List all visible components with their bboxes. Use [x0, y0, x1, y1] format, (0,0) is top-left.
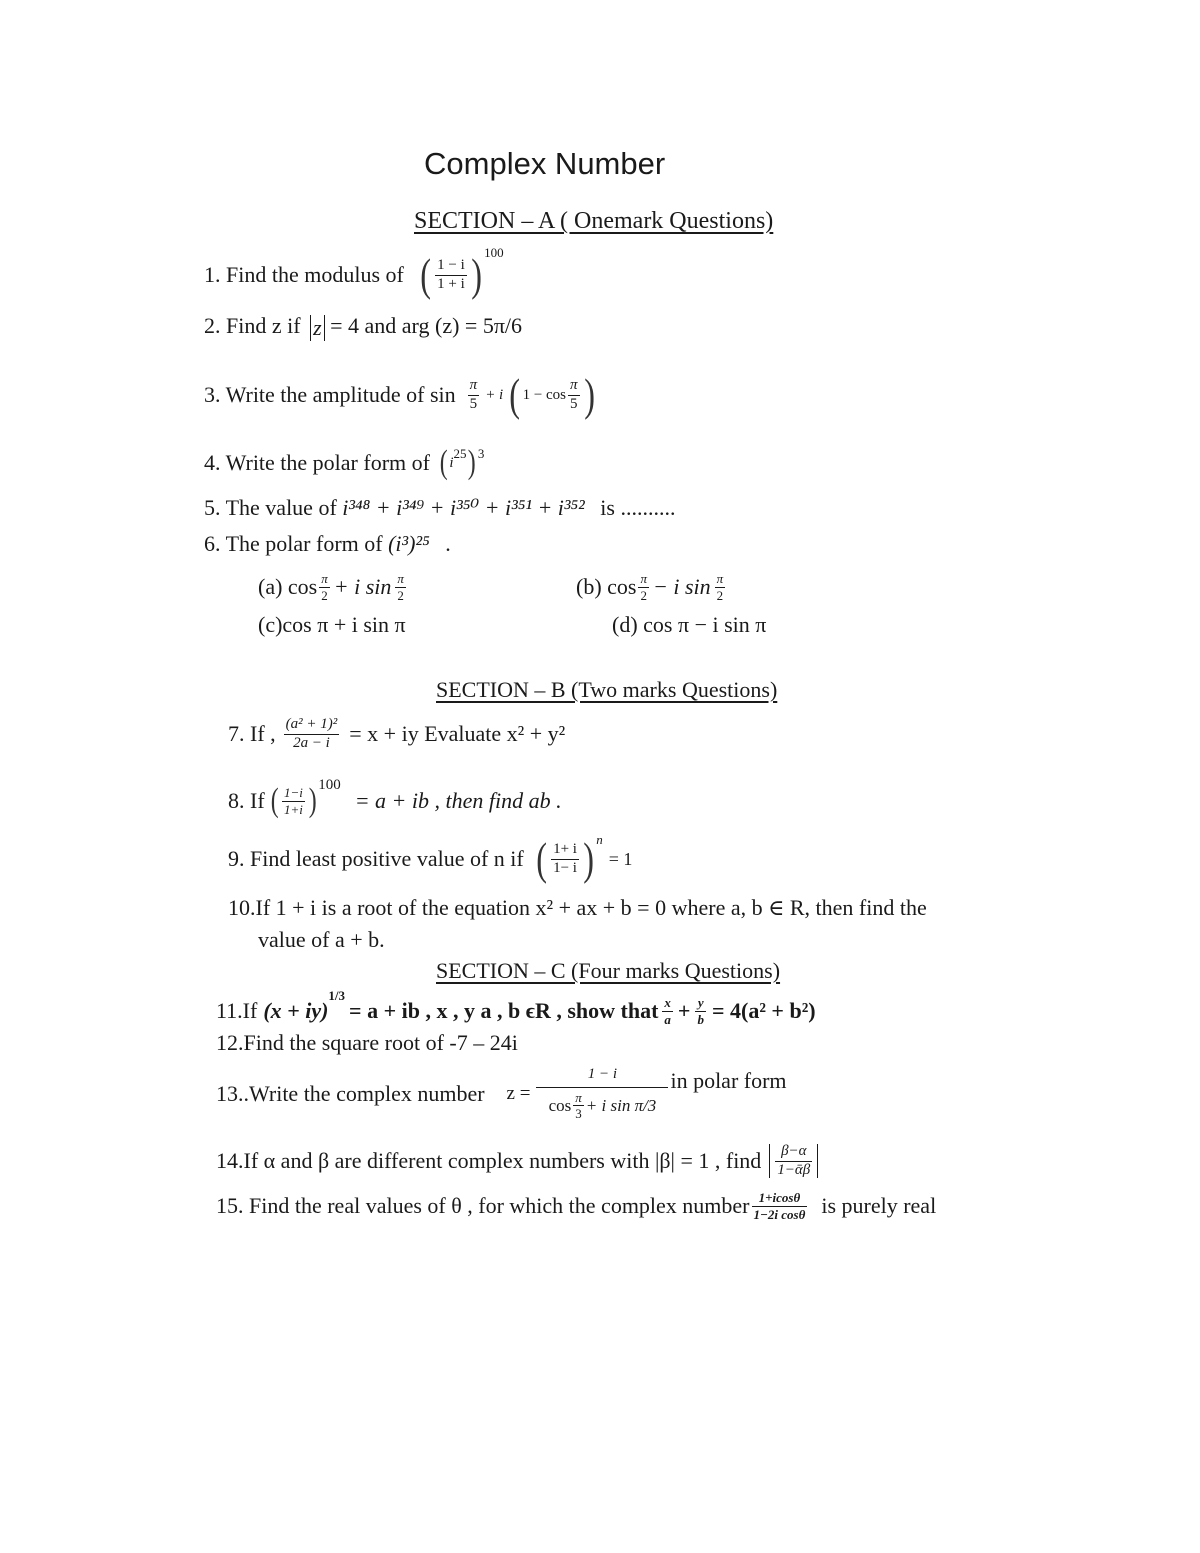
question-14-abs	[769, 1144, 818, 1179]
left-paren-icon: (	[439, 444, 448, 481]
question-11-label: 11.If	[216, 998, 258, 1023]
fraction-numerator: 1−i	[283, 784, 303, 800]
pi-over-2	[395, 572, 406, 602]
question-13-fraction	[536, 1067, 668, 1121]
question-15-tail: is purely real	[821, 1193, 937, 1218]
question-11: 11.If (x + iy) 1/3 = a + ib , x , y a , b ϵR , show that $\frac{x}{a}$ + $\frac{y}{b}$ = 4(a² + b²)	[216, 988, 816, 1027]
question-12: 12.Find the square root of -7 – 24i	[216, 1030, 518, 1055]
inner-exponent: 25	[453, 446, 467, 461]
pi-over-3	[573, 1091, 584, 1121]
option-a-plus: + i sin	[333, 574, 392, 599]
question-6-expression: (i³)²⁵	[388, 531, 430, 556]
abs-z: z	[310, 315, 325, 341]
fraction-denominator: b	[697, 1011, 704, 1027]
question-9-exponent: n	[596, 832, 603, 847]
one-minus-cos: 1 − cos	[522, 386, 567, 403]
question-14-fraction	[775, 1144, 812, 1179]
right-paren-icon: )	[471, 249, 482, 300]
question-10-line-2: value of a + b.	[258, 927, 385, 952]
fraction-denominator: 2a − i	[293, 734, 330, 751]
question-8-exponent: 100	[318, 777, 341, 793]
question-11-tail: = 4(a² + b²)	[711, 998, 816, 1023]
question-9-fraction	[551, 842, 579, 877]
question-2	[204, 313, 522, 341]
question-14	[216, 1138, 818, 1184]
section-c-heading: SECTION – C (Four marks Questions)	[436, 958, 781, 983]
fraction-numerator: 1+ i	[551, 842, 579, 860]
question-1-fraction	[435, 258, 467, 293]
question-13	[216, 1056, 787, 1132]
right-paren-icon: )	[308, 782, 317, 819]
fraction-numerator: π	[575, 1089, 582, 1105]
fraction-denominator: 2	[716, 587, 724, 603]
question-6-tail: .	[445, 531, 451, 556]
fraction-numerator: β−α	[775, 1144, 812, 1162]
fraction-denominator: 1+i	[283, 801, 303, 817]
fraction-numerator: π	[397, 570, 404, 586]
question-7-label: 7. If ,	[228, 721, 276, 746]
plus-i: + i	[485, 386, 504, 403]
question-11-rest: = a + ib , x , y a , b ϵR , show that	[349, 998, 659, 1023]
question-9-rest: = 1	[608, 848, 633, 869]
fraction-numerator: y	[695, 996, 706, 1012]
question-1-exponent: 100	[484, 245, 504, 260]
section-a-heading: SECTION – A ( Onemark Questions)	[414, 208, 774, 234]
question-8	[228, 775, 562, 827]
left-paren-icon: (	[509, 369, 521, 420]
option-b-label: (b) cos	[576, 574, 637, 599]
option-a	[258, 564, 408, 610]
question-15-label: 15. Find the real values of θ , for which the complex number	[216, 1193, 750, 1218]
pi-over-2	[319, 572, 330, 602]
fraction-numerator: 1 − i	[435, 258, 467, 276]
question-8-fraction	[282, 786, 305, 816]
question-5	[204, 495, 675, 521]
fraction-denominator: a	[664, 1011, 671, 1027]
x-over-a	[662, 996, 673, 1026]
fraction-denominator: 5	[570, 395, 578, 412]
option-a-label: (a) cos	[258, 574, 318, 599]
fraction-denominator: 3	[575, 1106, 582, 1122]
fraction-denominator	[536, 1088, 668, 1121]
question-7-rest: = x + iy Evaluate x² + y²	[349, 721, 566, 746]
option-d: (d) cos π − i sin π	[612, 612, 767, 637]
fraction-numerator: π	[321, 570, 328, 586]
right-paren-icon: )	[583, 833, 594, 884]
fraction-denominator: 2	[397, 587, 404, 603]
question-15-fraction	[752, 1191, 808, 1221]
question-11-expression: (x + iy)	[263, 998, 329, 1023]
denominator-cos: cos	[548, 1095, 572, 1115]
fraction-numerator: π	[468, 378, 480, 396]
question-1	[204, 245, 504, 305]
question-9	[228, 832, 632, 886]
question-11-exponent: 1/3	[328, 988, 346, 1003]
fraction-numerator: x	[664, 994, 671, 1010]
question-13-label: 13..Write the complex number	[216, 1081, 485, 1106]
right-paren-icon: )	[583, 369, 595, 420]
denominator-rest: + i sin π/3	[585, 1095, 657, 1115]
left-paren-icon: (	[536, 833, 547, 884]
left-paren-icon: (	[270, 782, 279, 819]
question-7	[228, 704, 565, 764]
question-3	[204, 362, 597, 428]
fraction-numerator: 1 − i	[536, 1067, 668, 1088]
fraction-denominator: 1−ᾱβ	[777, 1161, 811, 1178]
question-6	[204, 531, 451, 557]
page-title: Complex Number	[424, 146, 666, 181]
question-8-label: 8. If	[228, 788, 265, 813]
fraction-denominator: 1− i	[553, 859, 577, 876]
section-b-heading: SECTION – B (Two marks Questions)	[436, 677, 778, 702]
fraction-denominator: 1−2i cosθ	[753, 1206, 806, 1222]
left-paren-icon: (	[420, 249, 431, 300]
question-14-label: 14.If α and β are different complex numbers with |β| = 1 , find	[216, 1148, 762, 1173]
question-5-label: 5. The value of	[204, 495, 337, 520]
question-5-expression: i³⁴⁸ + i³⁴⁹ + i³⁵⁰ + i³⁵¹ + i³⁵²	[342, 495, 585, 520]
question-2-label: 2. Find z if	[204, 313, 301, 338]
question-4-label: 4. Write the polar form of	[204, 450, 430, 475]
base-i: i	[449, 454, 454, 471]
fraction-numerator: (a² + 1)²	[284, 717, 340, 735]
fraction-denominator: 5	[469, 395, 478, 412]
y-over-b	[695, 996, 706, 1026]
option-b-minus: − i sin	[653, 574, 711, 599]
question-1-label: 1. Find the modulus of	[204, 262, 404, 287]
question-5-tail: is ..........	[600, 495, 676, 520]
pi-over-2	[638, 572, 649, 602]
fraction-numerator: π	[640, 570, 647, 586]
pi-over-5	[468, 378, 480, 413]
fraction-denominator: 2	[321, 587, 328, 603]
question-8-rest: = a + ib , then find ab .	[354, 788, 562, 813]
question-15	[216, 1182, 936, 1230]
question-6-label: 6. The polar form of	[204, 531, 383, 556]
fraction-numerator: π	[716, 570, 724, 586]
question-3-label: 3. Write the amplitude of sin	[204, 382, 456, 407]
question-13-tail: in polar form	[670, 1068, 787, 1093]
question-10-line-1: 10.If 1 + i is a root of the equation x² + ax + b = 0 where a, b ∈ R, then find the	[228, 895, 927, 920]
option-b	[576, 564, 727, 610]
question-2-rest: = 4 and arg (z) = 5π/6	[330, 313, 523, 338]
fraction-denominator: 1 + i	[437, 275, 465, 292]
fraction-denominator: 2	[640, 587, 647, 603]
outer-exponent: 3	[477, 446, 485, 461]
question-4	[204, 446, 484, 480]
fraction-numerator: 1+icosθ	[752, 1191, 808, 1207]
question-9-label: 9. Find least positive value of n if	[228, 846, 524, 871]
question-13-z: z =	[506, 1083, 531, 1104]
question-7-fraction	[284, 717, 340, 752]
right-paren-icon: )	[468, 444, 477, 481]
option-c: (c)cos π + i sin π	[258, 612, 406, 637]
fraction-numerator: π	[568, 378, 580, 396]
pi-over-2	[715, 572, 726, 602]
pi-over-5	[568, 378, 580, 413]
